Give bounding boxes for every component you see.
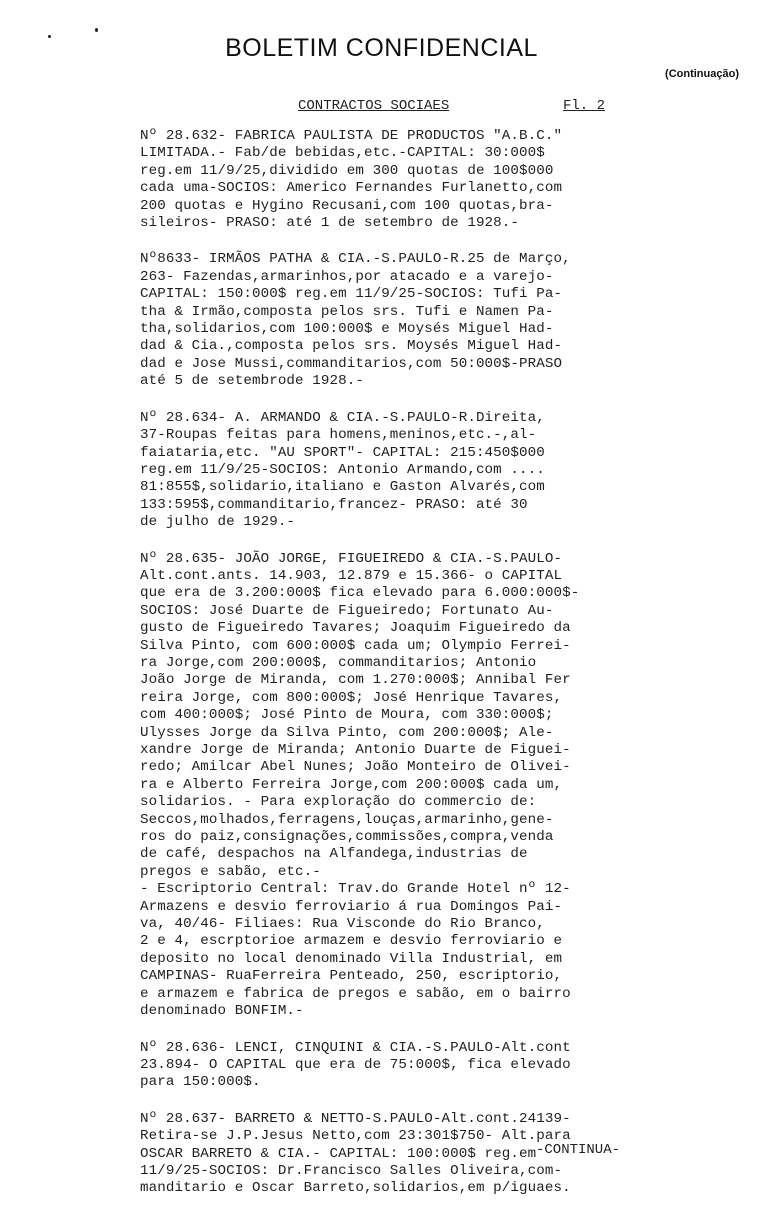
- entry-28635: [140, 551, 630, 1021]
- entry-line: com 400:000$; José Pinto de Moura, com 330:000$;: [140, 707, 554, 724]
- entry-line: 200 quotas e Hygino Recusani,com 100 quotas,bra-: [140, 197, 554, 214]
- entry-line: SOCIOS: José Duarte de Figueiredo; Fortunato Au-: [140, 602, 554, 619]
- entry-line: dad & Cia.,composta pelos srs. Moysés Miguel Had-: [140, 338, 563, 355]
- entry-line: tha & Irmão,composta pelos srs. Tufi e Namen Pa-: [140, 303, 554, 320]
- entry-line: Nº 28.632- FABRICA PAULISTA DE PRODUCTOS "A.B.C.": [140, 128, 563, 144]
- entry-line: 81:855$,solidario,italiano e Gaston Alvarés,com: [140, 479, 545, 496]
- entry-line: xandre Jorge de Miranda; Antonio Duarte de Figuei-: [140, 742, 571, 758]
- entry-28633: [140, 251, 630, 390]
- entry-line: Nº8633- IRMÃOS PATHA & CIA.-S.PAULO-R.25 de Março,: [140, 251, 571, 268]
- entry-line: João Jorge de Miranda, com 1.270:000$; Annibal Fer: [140, 672, 571, 689]
- entry-line: pregos e sabão, etc.-: [140, 863, 321, 880]
- entry-line: OSCAR BARRETO & CIA.- CAPITAL: 100:000$ reg.em: [140, 1145, 537, 1162]
- entry-line: solidarios. - Para exploração do commercio de:: [140, 794, 537, 811]
- entry-line: ra Jorge,com 200:000$, commanditarios; Antonio: [140, 654, 537, 671]
- entry-line: reg.em 11/9/25-SOCIOS: Antonio Armando,com ....: [140, 461, 545, 478]
- entry-28634: [140, 410, 630, 532]
- entry-line: 2 e 4, escrptorioe armazem e desvio ferroviario e: [140, 933, 563, 950]
- entry-line: 37-Roupas feitas para homens,meninos,etc.-,al-: [140, 427, 537, 444]
- entry-line: tha,solidarios,com 100:000$ e Moysés Miguel Had-: [140, 321, 554, 338]
- entry-line: Retira-se J.P.Jesus Netto,com 23:301$750- Alt.para: [140, 1128, 571, 1145]
- entry-line: CAPITAL: 150:000$ reg.em 11/9/25-SOCIOS: Tufi Pa-: [140, 286, 563, 303]
- entry-line: deposito no local denominado Villa Industrial, em: [140, 950, 563, 967]
- entry-line: Nº 28.636- LENCI, CINQUINI & CIA.-S.PAULO-Alt.cont: [140, 1039, 571, 1056]
- entry-line: de julho de 1929.-: [140, 514, 296, 531]
- entry-line: manditario e Oscar Barreto,solidarios,em p/iguaes.: [140, 1180, 571, 1197]
- entry-line: 133:595$,commanditario,francez- PRASO: até 30: [140, 496, 528, 513]
- entry-line: que era de 3.200:000$ fica elevado para 6.000:000$-: [140, 585, 580, 602]
- entry-line: até 5 de setembrode 1928.-: [140, 373, 364, 390]
- entry-28636: [140, 1040, 630, 1092]
- entry-line: Seccos,molhados,ferragens,louças,armarinho,gene-: [140, 811, 554, 828]
- entry-line: dad e Jose Mussi,commanditarios,com 50:000$-PRASO: [140, 355, 563, 372]
- continua-label: -CONTINUA-: [536, 1142, 621, 1158]
- entry-line: reira Jorge, com 800:000$; José Henrique Tavares,: [140, 689, 563, 706]
- entry-line: 11/9/25-SOCIOS: Dr.Francisco Salles Oliveira,com-: [140, 1162, 563, 1179]
- entry-line: LIMITADA.- Fab/de bebidas,etc.-CAPITAL: 30:000$: [140, 145, 545, 162]
- entry-28632: [140, 128, 630, 232]
- entry-line: gusto de Figueiredo Tavares; Joaquim Figueiredo da: [140, 620, 571, 637]
- entry-line: Nº 28.637- BARRETO & NETTO-S.PAULO-Alt.cont.24139-: [140, 1110, 571, 1127]
- entry-line: cada uma-SOCIOS: Americo Fernandes Furlanetto,com: [140, 180, 563, 197]
- entry-line: redo; Amilcar Abel Nunes; João Monteiro de Olivei-: [140, 759, 571, 776]
- entry-line: Silva Pinto, com 600:000$ cada um; Olympio Ferrei-: [140, 637, 571, 654]
- entry-line: 23.894- O CAPITAL que era de 75:000$, fica elevado: [140, 1056, 571, 1073]
- section-heading: CONTRACTOS SOCIAES: [298, 98, 450, 114]
- entry-line: Nº 28.634- A. ARMANDO & CIA.-S.PAULO-R.Direita,: [140, 409, 545, 426]
- entry-line: de café, despachos na Alfandega,industrias de: [140, 846, 528, 863]
- continuation-label: (Continuação): [665, 68, 739, 80]
- entry-line: ra e Alberto Ferreira Jorge,com 200:000$ cada um,: [140, 776, 563, 793]
- entry-line: denominado BONFIM.-: [140, 1003, 304, 1020]
- folio-number: Fl. 2: [563, 98, 606, 114]
- entry-line: Nº 28.635- JOÃO JORGE, FIGUEIREDO & CIA.-S.PAULO-: [140, 550, 563, 567]
- entry-line: CAMPINAS- RuaFerreira Penteado, 250, escriptorio,: [140, 968, 563, 985]
- entry-line: Alt.cont.ants. 14.903, 12.879 e 15.366- o CAPITAL: [140, 567, 563, 584]
- entry-line: reg.em 11/9/25,dividido em 300 quotas de 100$000: [140, 162, 554, 179]
- entry-line: sileiros- PRASO: até 1 de setembro de 1928.-: [140, 215, 520, 232]
- entry-line: para 150:000$.: [140, 1074, 261, 1091]
- entry-line: va, 40/46- Filiaes: Rua Visconde do Rio Branco,: [140, 916, 545, 933]
- page-title: BOLETIM CONFIDENCIAL: [225, 34, 538, 62]
- entry-line: Ulysses Jorge da Silva Pinto, com 200:000$; Ale-: [140, 724, 554, 741]
- entry-line: faiataria,etc. "AU SPORT"- CAPITAL: 215:450$000: [140, 444, 545, 461]
- entry-line: - Escriptorio Central: Trav.do Grande Hotel nº 12-: [140, 881, 571, 898]
- entry-line: 263- Fazendas,armarinhos,por atacado e a varejo-: [140, 268, 554, 285]
- entry-line: e armazem e fabrica de pregos e sabão, em o bairro: [140, 985, 571, 1002]
- entries-list: [140, 128, 630, 1217]
- entry-line: ros do paiz,consignações,commissões,compra,venda: [140, 829, 554, 846]
- scan-speck: [95, 28, 98, 32]
- entry-line: Armazens e desvio ferroviario á rua Domingos Pai-: [140, 898, 563, 915]
